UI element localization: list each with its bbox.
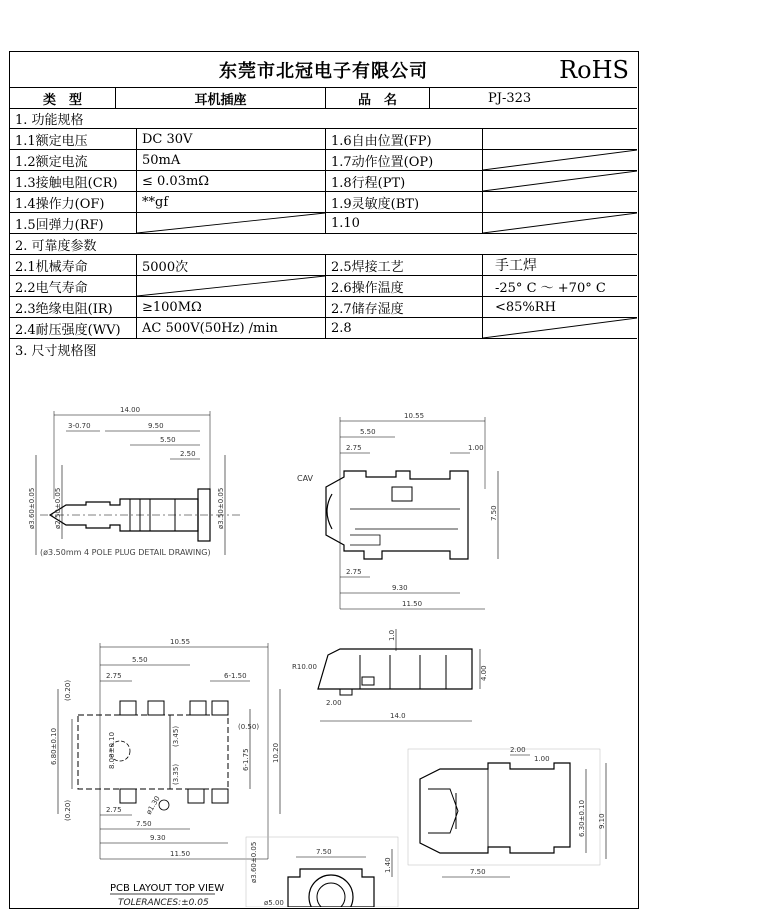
spec-value: ≤ 0.03mΩ <box>137 171 326 191</box>
dim-label: ø3.50±0.05 <box>217 487 225 529</box>
dim-label: 1.0 <box>388 629 396 641</box>
spec-value <box>483 129 637 149</box>
dim-label: 9.30 <box>150 834 166 842</box>
dim-label: 2.75 <box>106 672 122 680</box>
dim-label: 3-0.70 <box>68 422 91 430</box>
dim-label: 2.00 <box>510 746 526 754</box>
spec-value <box>483 192 637 212</box>
dim-label: ø5.00 <box>264 899 284 907</box>
spec-label: 2.8 <box>326 318 483 338</box>
dim-label: 2.50 <box>180 450 196 458</box>
dim-label: 10.20 <box>272 742 280 763</box>
spec-label: 2.2电气寿命 <box>10 276 137 296</box>
dim-label: ø3.60±0.05 <box>28 487 36 529</box>
spec-value-empty <box>483 213 637 233</box>
empty-slash-icon <box>483 318 637 338</box>
dim-label: 2.75 <box>106 806 122 814</box>
empty-slash-icon <box>137 213 325 233</box>
spec-value: <85%RH <box>495 299 556 315</box>
plug-drawing <box>36 411 240 555</box>
dim-label: 1.40 <box>384 857 392 873</box>
spec-value-empty <box>137 276 326 296</box>
dim-label: 7.50 <box>136 820 152 828</box>
spec-label: 1.3接触电阻(CR) <box>10 171 137 191</box>
empty-slash-icon <box>483 150 637 170</box>
spec-label: 1.9灵敏度(BT) <box>326 192 483 212</box>
reliability-row <box>10 255 637 276</box>
dim-label: 14.00 <box>120 406 141 414</box>
functional-row <box>10 129 637 150</box>
company-name: 东莞市北冠电子有限公司 <box>219 60 428 82</box>
spec-value-empty <box>483 171 637 191</box>
dim-label: 9.10 <box>598 813 606 829</box>
spec-value-empty <box>137 213 326 233</box>
dim-label: 6-1.50 <box>224 672 247 680</box>
section-dimension <box>10 339 637 359</box>
dim-label: 14.0 <box>390 712 406 720</box>
spec-label: 1.6自由位置(FP) <box>326 129 483 149</box>
spec-value: AC 500V(50Hz) /min <box>137 318 326 338</box>
spec-label: 1.10 <box>326 213 483 233</box>
spec-label: 1.1额定电压 <box>10 129 137 149</box>
reliability-row <box>10 297 637 318</box>
front-view-drawing <box>318 629 480 721</box>
spec-label: 2.5焊接工艺 <box>326 255 483 275</box>
spec-value: DC 30V <box>137 129 326 149</box>
spec-label: 1.4操作力(OF) <box>10 192 137 212</box>
dim-label: 2.75 <box>346 568 362 576</box>
dim-label: (0.20) <box>64 799 72 821</box>
dim-label: ø2.50±0.05 <box>54 487 62 529</box>
bottom-view-drawing <box>408 749 606 877</box>
section-title: 2. 可靠度参数 <box>15 238 97 254</box>
dim-label: 8.00±0.10 <box>108 731 116 769</box>
spec-label: 1.7动作位置(OP) <box>326 150 483 170</box>
dim-label: (3.35) <box>172 763 180 785</box>
spec-value-empty <box>483 318 637 338</box>
functional-row <box>10 171 637 192</box>
spec-label: 2.4耐压强度(WV) <box>10 318 137 338</box>
dim-label: 5.50 <box>360 428 376 436</box>
plug-caption: (ø3.50mm 4 POLE PLUG DETAIL DRAWING) <box>40 548 211 557</box>
title-row <box>10 52 637 88</box>
section-title: 3. 尺寸规格图 <box>15 343 97 359</box>
spec-value: ≥100MΩ <box>137 297 326 317</box>
dim-label: 6.80±0.10 <box>50 727 58 765</box>
product-value: PJ-323 <box>488 90 532 106</box>
cav-label: CAV <box>297 474 314 483</box>
spec-value-empty <box>483 150 637 170</box>
product-label: 品 名 <box>326 88 430 108</box>
dim-label: (0.20) <box>64 679 72 701</box>
rohs-mark: RoHS <box>559 56 629 84</box>
dim-label: ø3.60±0.05 <box>250 841 258 883</box>
dim-label: 5.50 <box>160 436 176 444</box>
dim-label: 11.50 <box>170 850 191 858</box>
functional-row <box>10 150 637 171</box>
dim-label: 1.00 <box>534 755 550 763</box>
empty-slash-icon <box>483 213 637 233</box>
reliability-row <box>10 276 637 297</box>
dim-label: ø1.30 <box>144 794 162 816</box>
empty-slash-icon <box>137 276 325 296</box>
dimension-drawing <box>10 359 637 907</box>
section-reliability <box>10 234 637 255</box>
type-label: 类 型 <box>10 88 116 108</box>
spec-label: 2.3绝缘电阻(IR) <box>10 297 137 317</box>
spec-value: 50mA <box>137 150 326 170</box>
spec-label: 2.7储存湿度 <box>326 297 483 317</box>
spec-label: 1.2额定电流 <box>10 150 137 170</box>
spec-label: 2.1机械寿命 <box>10 255 137 275</box>
dim-label: 7.50 <box>470 868 486 876</box>
dim-label: 2.00 <box>326 699 342 707</box>
reliability-row <box>10 318 637 339</box>
dim-label: 4.00 <box>480 665 488 681</box>
tolerance-note: TOLERANCES:±0.05 <box>118 898 209 907</box>
dim-label: 7.50 <box>490 505 498 521</box>
pcb-caption: PCB LAYOUT TOP VIEW <box>110 883 225 894</box>
spec-label: 2.6操作温度 <box>326 276 483 296</box>
dim-label: 1.00 <box>468 444 484 452</box>
spec-label: 1.5回弹力(RF) <box>10 213 137 233</box>
dim-label: 6.30±0.10 <box>578 799 586 837</box>
dim-label: 10.55 <box>404 412 425 420</box>
type-value: 耳机插座 <box>116 88 326 108</box>
dim-label: 9.50 <box>148 422 164 430</box>
spec-label: 1.8行程(PT) <box>326 171 483 191</box>
spec-sheet <box>9 51 639 909</box>
spec-value: **gf <box>137 192 326 212</box>
type-row <box>10 88 637 109</box>
dim-label: 5.50 <box>132 656 148 664</box>
dim-label: 10.55 <box>170 638 191 646</box>
functional-row <box>10 192 637 213</box>
spec-value: 手工焊 <box>495 258 537 274</box>
spec-value: 5000次 <box>137 255 326 275</box>
dim-label: 7.50 <box>316 848 332 856</box>
dim-label: 6-1.75 <box>242 748 250 771</box>
section-functional <box>10 109 637 129</box>
dim-label: 9.30 <box>392 584 408 592</box>
functional-row <box>10 213 637 234</box>
dim-label: 11.50 <box>402 600 423 608</box>
empty-slash-icon <box>483 171 637 191</box>
dim-label: (0.50) <box>238 723 260 731</box>
dim-label: (3.45) <box>172 725 180 747</box>
section-title: 1. 功能规格 <box>15 113 84 128</box>
dim-label: 2.75 <box>346 444 362 452</box>
dim-label: R10.00 <box>292 663 317 671</box>
spec-value: -25° C ～ +70° C <box>495 280 606 296</box>
